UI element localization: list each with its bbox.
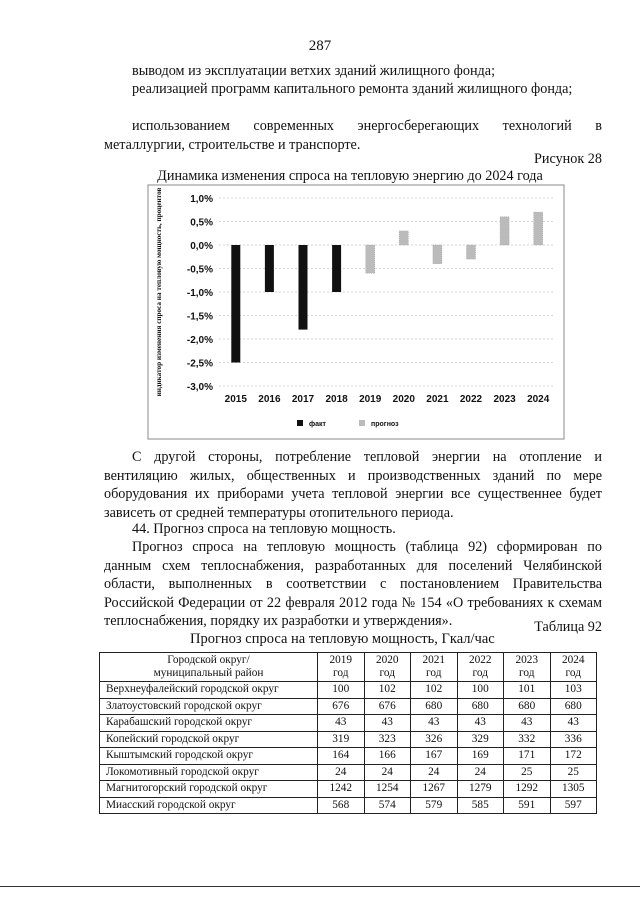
table-cell: 585 bbox=[457, 797, 504, 814]
bar-forecast bbox=[399, 231, 408, 245]
table-cell: 43 bbox=[504, 715, 551, 732]
x-tick-label: 2021 bbox=[426, 394, 449, 405]
table-cell: 102 bbox=[411, 682, 458, 699]
table-cell: 676 bbox=[318, 698, 365, 715]
x-tick-label: 2015 bbox=[224, 394, 247, 405]
row-name: Карабашский городской округ bbox=[100, 715, 318, 732]
table-cell: 24 bbox=[318, 764, 365, 781]
y-tick-label: 0,5% bbox=[190, 217, 213, 229]
header-year: 2023 год bbox=[504, 653, 551, 682]
paragraph-2: Прогноз спроса на тепловую мощность (таблица 92) сформирован по данным схем теплоснабжения, разработанных для поселений Челябинской области, выполненных в соответствии с постановлением Правительства Российской Федерации от 22 февраля 2012 года № 154 «О требованиях к схемам теплоснабжения, порядку их разработки и утверждения». bbox=[104, 539, 602, 630]
bar-forecast bbox=[500, 217, 509, 245]
table-cell: 43 bbox=[550, 715, 597, 732]
table-cell: 1254 bbox=[364, 781, 411, 798]
table-cell: 102 bbox=[364, 682, 411, 699]
table-cell: 103 bbox=[550, 682, 597, 699]
y-tick-label: -2,5% bbox=[186, 358, 213, 370]
table-cell: 319 bbox=[318, 731, 365, 748]
page-bottom-rule bbox=[0, 886, 640, 887]
x-tick-label: 2018 bbox=[325, 394, 348, 405]
table-cell: 680 bbox=[550, 698, 597, 715]
table-cell: 43 bbox=[364, 715, 411, 732]
x-tick-label: 2022 bbox=[459, 394, 483, 405]
table-cell: 25 bbox=[504, 764, 551, 781]
table-row bbox=[100, 764, 597, 781]
table-cell: 336 bbox=[550, 731, 597, 748]
table-label: Таблица 92 bbox=[534, 619, 602, 635]
row-name: Магнитогорский городской округ bbox=[100, 781, 318, 798]
bar-forecast bbox=[534, 212, 543, 245]
table-cell: 100 bbox=[457, 682, 504, 699]
x-tick-label: 2019 bbox=[359, 394, 382, 405]
table-row bbox=[100, 781, 597, 798]
y-tick-label: -2,0% bbox=[186, 335, 213, 346]
table-row bbox=[100, 698, 597, 715]
y-tick-label: -3,0% bbox=[186, 382, 213, 393]
header-year: 2024 год bbox=[550, 653, 597, 682]
table-cell: 1267 bbox=[411, 781, 458, 798]
y-tick-label: 1,0% bbox=[190, 194, 213, 205]
table-row bbox=[100, 682, 597, 699]
table-cell: 1305 bbox=[550, 781, 597, 798]
figure-label: Рисунок 28 bbox=[533, 151, 602, 167]
bar-forecast bbox=[366, 245, 375, 273]
chart-title: Динамика изменения спроса на тепловую энергию до 2024 года bbox=[157, 168, 543, 184]
page-number: 287 bbox=[308, 38, 332, 54]
table-cell: 100 bbox=[318, 682, 365, 699]
table-cell: 1242 bbox=[318, 781, 365, 798]
row-name: Кыштымский городской округ bbox=[100, 748, 318, 765]
chart-svg bbox=[147, 184, 565, 440]
row-name: Копейский городской округ bbox=[100, 731, 318, 748]
bar-forecast bbox=[433, 245, 442, 264]
table-cell: 568 bbox=[318, 797, 365, 814]
x-tick-label: 2016 bbox=[258, 394, 281, 405]
table-cell: 323 bbox=[364, 731, 411, 748]
table-cell: 579 bbox=[411, 797, 458, 814]
table-cell: 332 bbox=[504, 731, 551, 748]
paragraph-1: С другой стороны, потребление тепловой энергии на отопление и вентиляцию жилых, общественных и производственных зданий по мере оборудования их приборами учета тепловой энергии все существеннее будет зависеть от средней температуры отопительного периода. bbox=[104, 449, 602, 521]
table-cell: 172 bbox=[550, 748, 597, 765]
table-cell: 676 bbox=[364, 698, 411, 715]
y-tick-label: -0,5% bbox=[186, 264, 213, 276]
table-row bbox=[100, 715, 597, 732]
y-tick-label: 0,0% bbox=[190, 241, 213, 252]
header-name-line-1: Городской округ/ bbox=[167, 654, 250, 666]
header-year: 2021 год bbox=[411, 653, 458, 682]
header-year: 2019 год bbox=[318, 653, 365, 682]
intro-line-1: выводом из эксплуатации ветхих зданий жилищного фонда; bbox=[132, 63, 496, 79]
row-name: Миасский городской округ bbox=[100, 797, 318, 814]
header-name-line-2: муниципальный район bbox=[153, 667, 264, 679]
table-cell: 24 bbox=[411, 764, 458, 781]
table-cell: 680 bbox=[457, 698, 504, 715]
intro-line-3: использованием современных энергосберегающих технологий в металлургии, строительстве и транспорте. bbox=[104, 118, 602, 153]
table-row bbox=[100, 731, 597, 748]
header-year: 2020 год bbox=[364, 653, 411, 682]
table-cell: 167 bbox=[411, 748, 458, 765]
y-axis-label: индикатор изменения спроса на тепловую мощность, процентов bbox=[155, 187, 163, 397]
bar-forecast bbox=[467, 245, 476, 259]
table-cell: 101 bbox=[504, 682, 551, 699]
table-cell: 171 bbox=[504, 748, 551, 765]
table-cell: 1279 bbox=[457, 781, 504, 798]
header-name bbox=[100, 653, 318, 682]
bar-fact bbox=[299, 245, 308, 330]
row-name: Верхнеуфалейский городской округ bbox=[100, 682, 318, 699]
y-tick-label: -1,0% bbox=[186, 288, 213, 299]
table-cell: 25 bbox=[550, 764, 597, 781]
table-cell: 169 bbox=[457, 748, 504, 765]
table-cell: 591 bbox=[504, 797, 551, 814]
y-tick-label: -1,5% bbox=[186, 311, 213, 323]
table-cell: 329 bbox=[457, 731, 504, 748]
table-cell: 43 bbox=[318, 715, 365, 732]
table-row bbox=[100, 748, 597, 765]
table-cell: 574 bbox=[364, 797, 411, 814]
bar-fact bbox=[231, 245, 240, 363]
table-cell: 164 bbox=[318, 748, 365, 765]
row-name: Златоустовский городской округ bbox=[100, 698, 318, 715]
x-tick-label: 2017 bbox=[291, 394, 315, 405]
x-tick-label: 2023 bbox=[493, 394, 516, 405]
legend-label-forecast: прогноз bbox=[371, 421, 399, 428]
x-tick-label: 2020 bbox=[392, 394, 415, 405]
table-cell: 680 bbox=[411, 698, 458, 715]
legend-swatch-fact bbox=[297, 420, 303, 426]
row-name: Локомотивный городской округ bbox=[100, 764, 318, 781]
bar-fact bbox=[265, 245, 274, 292]
table-header-row bbox=[100, 653, 597, 682]
table-row bbox=[100, 797, 597, 814]
legend-swatch-forecast bbox=[359, 420, 365, 426]
header-year: 2022 год bbox=[457, 653, 504, 682]
chart bbox=[147, 184, 565, 440]
table-title: Прогноз спроса на тепловую мощность, Гкал/час bbox=[190, 631, 495, 647]
table-cell: 166 bbox=[364, 748, 411, 765]
bar-fact bbox=[332, 245, 341, 292]
table-cell: 680 bbox=[504, 698, 551, 715]
intro-line-2: реализацией программ капитального ремонта зданий жилищного фонда; bbox=[132, 81, 573, 97]
forecast-table bbox=[99, 652, 597, 814]
legend-label-fact: факт bbox=[309, 421, 326, 428]
table-cell: 1292 bbox=[504, 781, 551, 798]
heading-44: 44. Прогноз спроса на тепловую мощность. bbox=[132, 521, 396, 537]
table-cell: 24 bbox=[364, 764, 411, 781]
x-tick-label: 2024 bbox=[527, 394, 550, 405]
table-cell: 43 bbox=[457, 715, 504, 732]
table-cell: 326 bbox=[411, 731, 458, 748]
table-cell: 597 bbox=[550, 797, 597, 814]
table-cell: 43 bbox=[411, 715, 458, 732]
table-cell: 24 bbox=[457, 764, 504, 781]
